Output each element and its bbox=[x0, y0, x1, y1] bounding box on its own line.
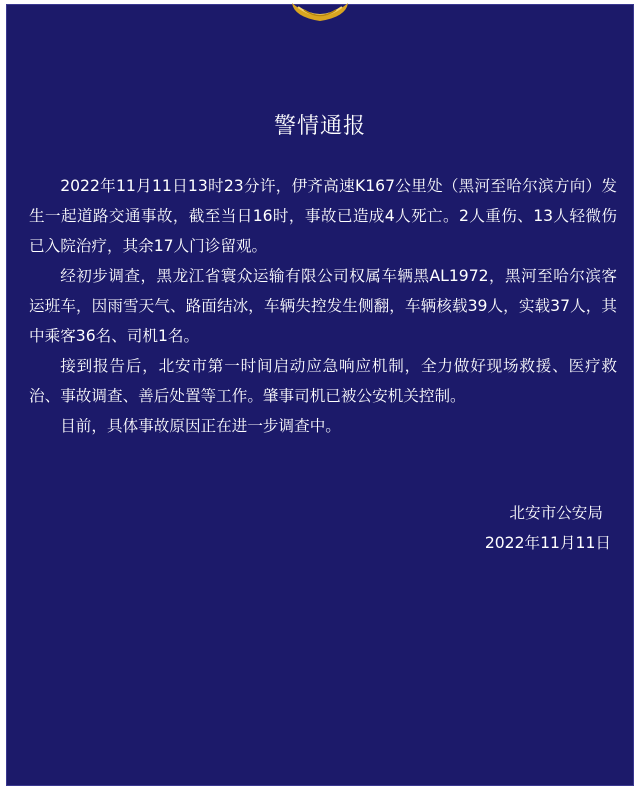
signature-date: 2022年11月11日 bbox=[484, 534, 611, 552]
paragraph-incident: 2022年11月11日13时23分许，伊齐高速K167公里处（黑河至哈尔滨方向）发生一起道路交通事故，截至当日16时，事故已造成4人死亡。2人重伤、13人轻微伤已入院治疗，其余17人门诊留观。 bbox=[29, 177, 617, 255]
signature-organization: 北安市公安局 bbox=[509, 504, 603, 522]
paragraph-investigation: 经初步调查，黑龙江省寰众运输有限公司权属车辆黑AL1972，黑河至哈尔滨客运班车，因雨雪天气、路面结冰，车辆失控发生侧翻，车辆核载39人，实载37人，其中乘客36名、司机1名。 bbox=[29, 267, 617, 345]
police-emblem-icon bbox=[288, 1, 352, 23]
notice-title: 警情通报 bbox=[273, 114, 366, 139]
signature-block bbox=[485, 498, 611, 558]
notice-body bbox=[29, 171, 617, 441]
notice-panel bbox=[6, 4, 634, 786]
paragraph-response: 接到报告后，北安市第一时间启动应急响应机制，全力做好现场救援、医疗救治、事故调查、善后处置等工作。肇事司机已被公安机关控制。 bbox=[29, 357, 617, 405]
paragraph-status: 目前，具体事故原因正在进一步调查中。 bbox=[60, 417, 341, 435]
